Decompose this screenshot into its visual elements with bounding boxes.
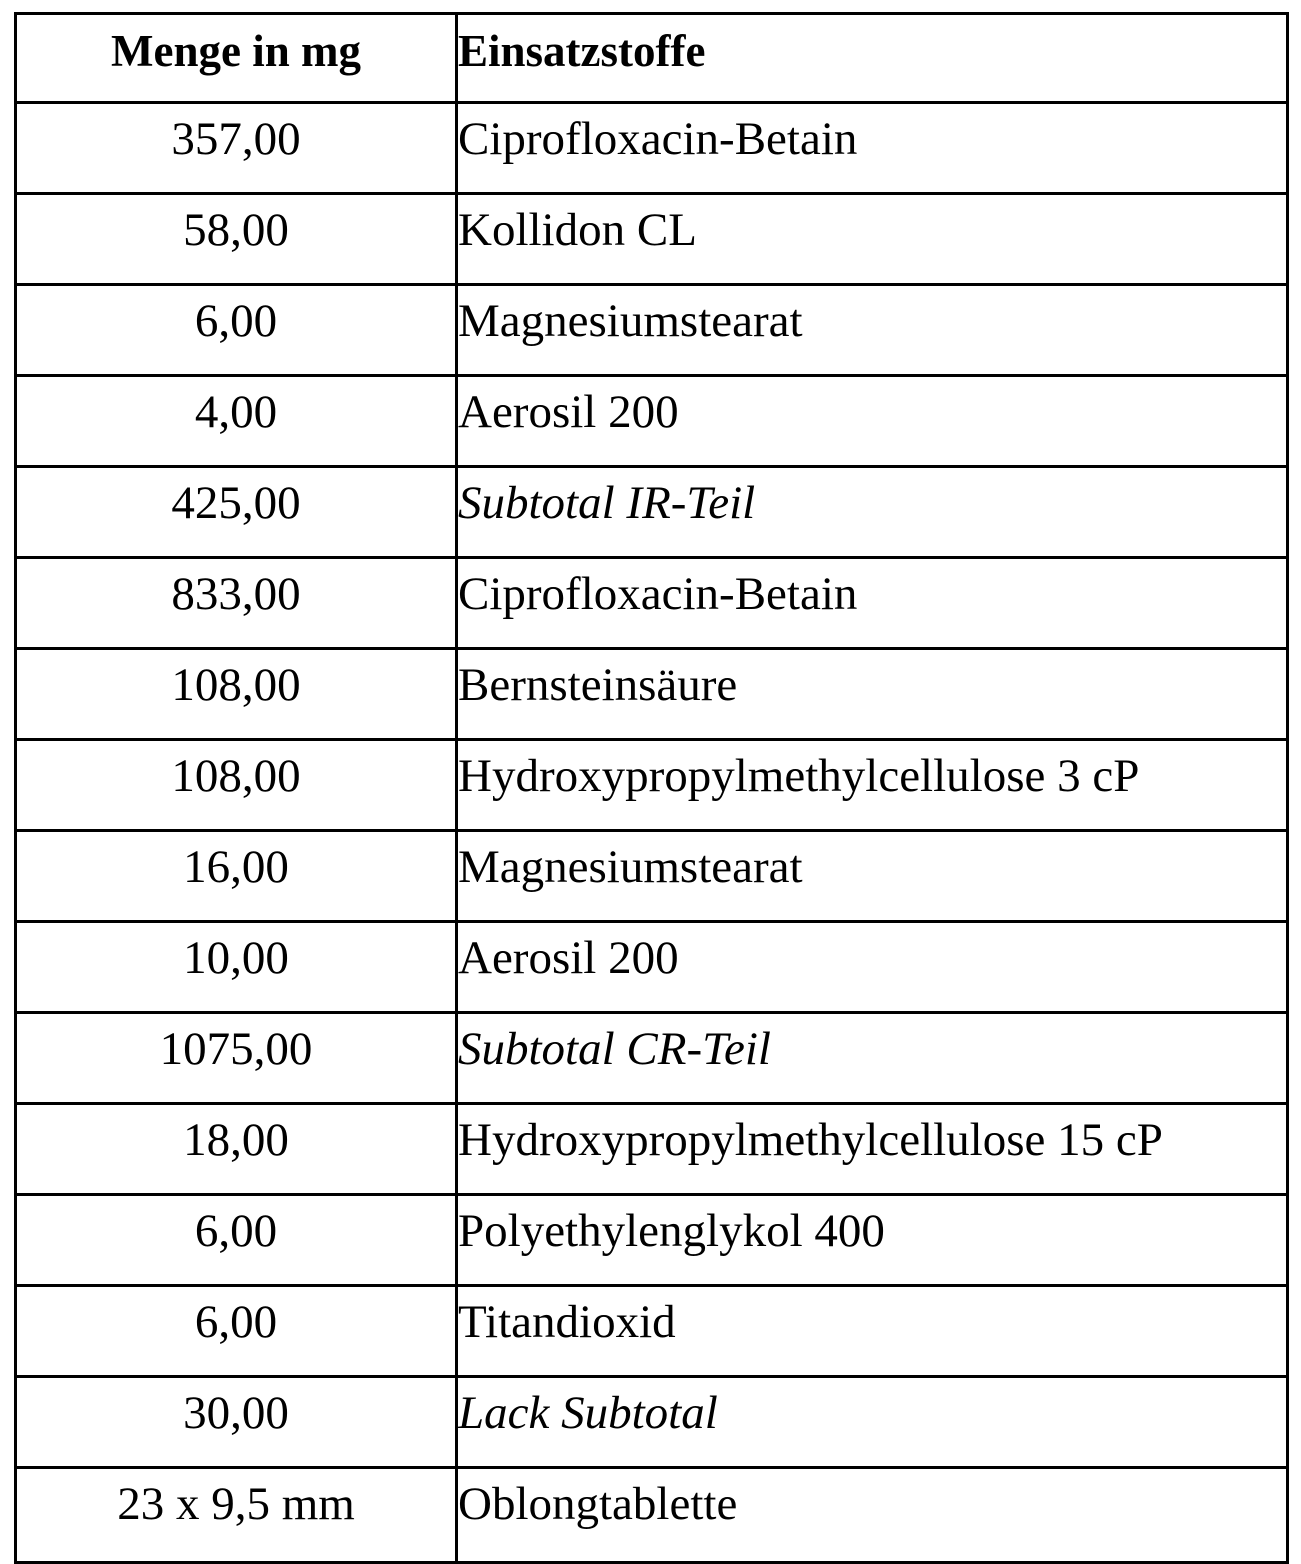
table-row xyxy=(16,1104,1288,1195)
ingredients-table xyxy=(14,12,1289,1564)
subtotal-label-cell: Subtotal IR-Teil xyxy=(457,467,1288,558)
table-row xyxy=(16,1195,1288,1286)
table-row xyxy=(16,649,1288,740)
substance-cell: Aerosil 200 xyxy=(457,376,1288,467)
amount-cell: 58,00 xyxy=(16,194,457,285)
substance-cell: Kollidon CL xyxy=(457,194,1288,285)
amount-cell: 6,00 xyxy=(16,285,457,376)
table-row xyxy=(16,1013,1288,1104)
header-substance: Einsatzstoffe xyxy=(457,14,1288,103)
table-row xyxy=(16,285,1288,376)
substance-cell: Polyethylenglykol 400 xyxy=(457,1195,1288,1286)
substance-cell: Aerosil 200 xyxy=(457,922,1288,1013)
table-row xyxy=(16,1286,1288,1377)
amount-cell: 108,00 xyxy=(16,740,457,831)
amount-cell: 23 x 9,5 mm xyxy=(16,1468,457,1563)
substance-cell: Magnesiumstearat xyxy=(457,285,1288,376)
table-row xyxy=(16,558,1288,649)
amount-cell: 1075,00 xyxy=(16,1013,457,1104)
substance-cell: Hydroxypropylmethylcellulose 15 cP xyxy=(457,1104,1288,1195)
subtotal-label-cell: Lack Subtotal xyxy=(457,1377,1288,1468)
amount-cell: 425,00 xyxy=(16,467,457,558)
amount-cell: 4,00 xyxy=(16,376,457,467)
header-amount: Menge in mg xyxy=(16,14,457,103)
amount-cell: 16,00 xyxy=(16,831,457,922)
table-row xyxy=(16,1377,1288,1468)
table-row xyxy=(16,831,1288,922)
table-row xyxy=(16,467,1288,558)
substance-cell: Hydroxypropylmethylcellulose 3 cP xyxy=(457,740,1288,831)
table-row xyxy=(16,103,1288,194)
table-row xyxy=(16,376,1288,467)
substance-cell: Ciprofloxacin-Betain xyxy=(457,558,1288,649)
table-row xyxy=(16,740,1288,831)
amount-cell: 833,00 xyxy=(16,558,457,649)
amount-cell: 357,00 xyxy=(16,103,457,194)
subtotal-label-cell: Subtotal CR-Teil xyxy=(457,1013,1288,1104)
table-row xyxy=(16,922,1288,1013)
amount-cell: 6,00 xyxy=(16,1286,457,1377)
table-row xyxy=(16,1468,1288,1563)
amount-cell: 6,00 xyxy=(16,1195,457,1286)
table-row xyxy=(16,194,1288,285)
amount-cell: 18,00 xyxy=(16,1104,457,1195)
substance-cell: Bernsteinsäure xyxy=(457,649,1288,740)
substance-cell: Ciprofloxacin-Betain xyxy=(457,103,1288,194)
amount-cell: 108,00 xyxy=(16,649,457,740)
substance-cell: Magnesiumstearat xyxy=(457,831,1288,922)
table-header-row xyxy=(16,14,1288,103)
amount-cell: 30,00 xyxy=(16,1377,457,1468)
amount-cell: 10,00 xyxy=(16,922,457,1013)
substance-cell: Titandioxid xyxy=(457,1286,1288,1377)
substance-cell: Oblongtablette xyxy=(457,1468,1288,1563)
